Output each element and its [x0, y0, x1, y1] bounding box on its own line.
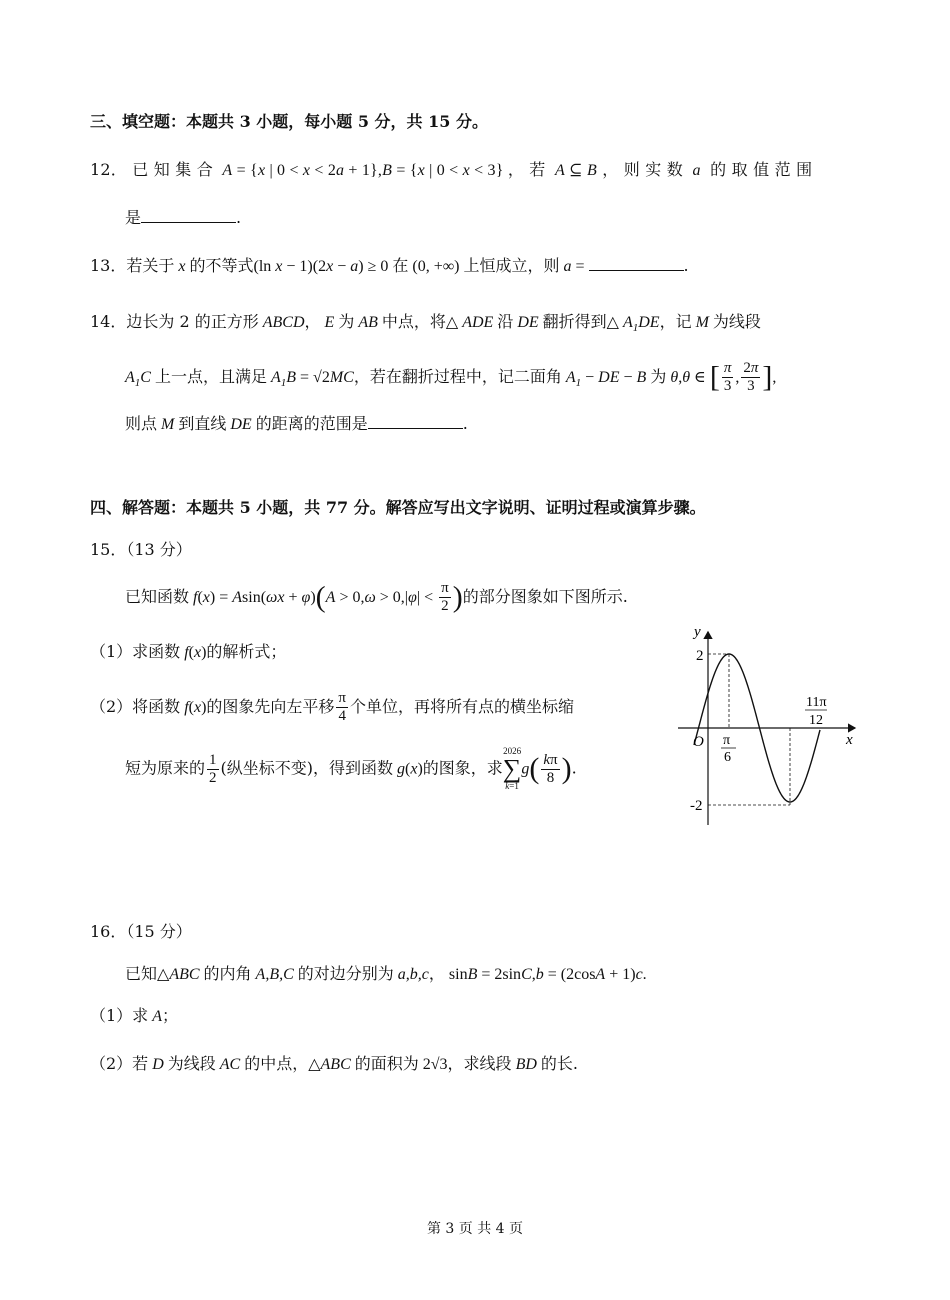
- question-15-stem: 已知函数 f(x) = Asin(ωx + φ)(A > 0,ω > 0,|φ| < $\frac{\pi}{2}$ )的部分图象如下图所示.: [125, 580, 628, 614]
- question-16-header: 16．（15 分）: [90, 922, 192, 941]
- answer-blank-13[interactable]: [589, 252, 684, 271]
- y-axis-label: y: [694, 624, 701, 640]
- question-15-part2-line2: 短为原来的 $\frac{1}{2}$ (纵坐标不变)，得到函数 g(x)的图象，求 2026 ∑ k=1 g( $\frac{k\pi}{8}$ ).: [125, 746, 577, 791]
- question-12-line2: 是 .: [125, 204, 241, 232]
- question-13: 13．若关于 x 的不等式(ln x − 1)(2x − a) ≥ 0 在 (0, +∞) 上恒成立，则 a = .: [90, 252, 689, 281]
- x-axis-label: x: [846, 732, 853, 748]
- x-end-num: 11π: [806, 695, 827, 710]
- question-14-line2: $A_1C$ 上一点，且满足 $A_1B = √2MC$，若在翻折过程中，记二面角 $A_1$ − DE − B 为 θ,θ ∈ [ $\frac{\pi}{3}$ , $\frac{2\pi}{3}$ ],: [125, 360, 777, 394]
- answer-blank-12[interactable]: [141, 204, 236, 223]
- x-peak-num: π: [723, 733, 731, 748]
- answer-blank-14[interactable]: [368, 410, 463, 429]
- question-14-line1: 14．边长为 2 的正方形 ABCD， E 为 AB 中点，将△ ADE 沿 DE 翻折得到△ $A_1DE$，记 M 为线段: [90, 312, 761, 335]
- y-min-label: -2: [690, 798, 703, 814]
- x-end-den: 12: [809, 713, 823, 728]
- question-15-header: 15．（13 分）: [90, 540, 192, 559]
- origin-label: O: [693, 734, 704, 750]
- y-max-label: 2: [696, 648, 704, 664]
- x-peak-den: 6: [724, 750, 731, 765]
- question-16-part1: （1）求 A；: [90, 1006, 178, 1025]
- section3-heading: 三、填空题：本题共 3 小题，每小题 5 分，共 15 分。: [90, 112, 488, 131]
- question-12-line1: 12． 已 知 集 合 A = {x | 0 < x < 2a + 1},B = {x | 0 < x < 3} ， 若 A ⊆ B ， 则 实 数 a 的 取 值 范 围: [90, 160, 813, 179]
- question-15-part1: （1）求函数 f(x)的解析式；: [90, 642, 287, 661]
- question-15-part2-line1: （2）将函数 f(x)的图象先向左平移 $\frac{\pi}{4}$ 个单位，再将所有点的横坐标缩: [90, 690, 575, 724]
- page-footer: 第 3 页 共 4 页: [426, 1221, 524, 1237]
- question-14-line3: 则点 M 到直线 DE 的距离的范围是 .: [125, 410, 468, 439]
- question-16-stem: 已知△ABC 的内角 A,B,C 的对边分别为 a,b,c， sinB = 2sinC,b = (2cosA + 1)c.: [125, 964, 647, 983]
- sine-graph: [670, 620, 870, 830]
- question-16-part2: （2）若 D 为线段 AC 的中点，△ABC 的面积为 2√3，求线段 BD 的长.: [90, 1054, 578, 1073]
- section4-heading: 四、解答题：本题共 5 小题，共 77 分。解答应写出文字说明、证明过程或演算步骤。: [90, 498, 706, 517]
